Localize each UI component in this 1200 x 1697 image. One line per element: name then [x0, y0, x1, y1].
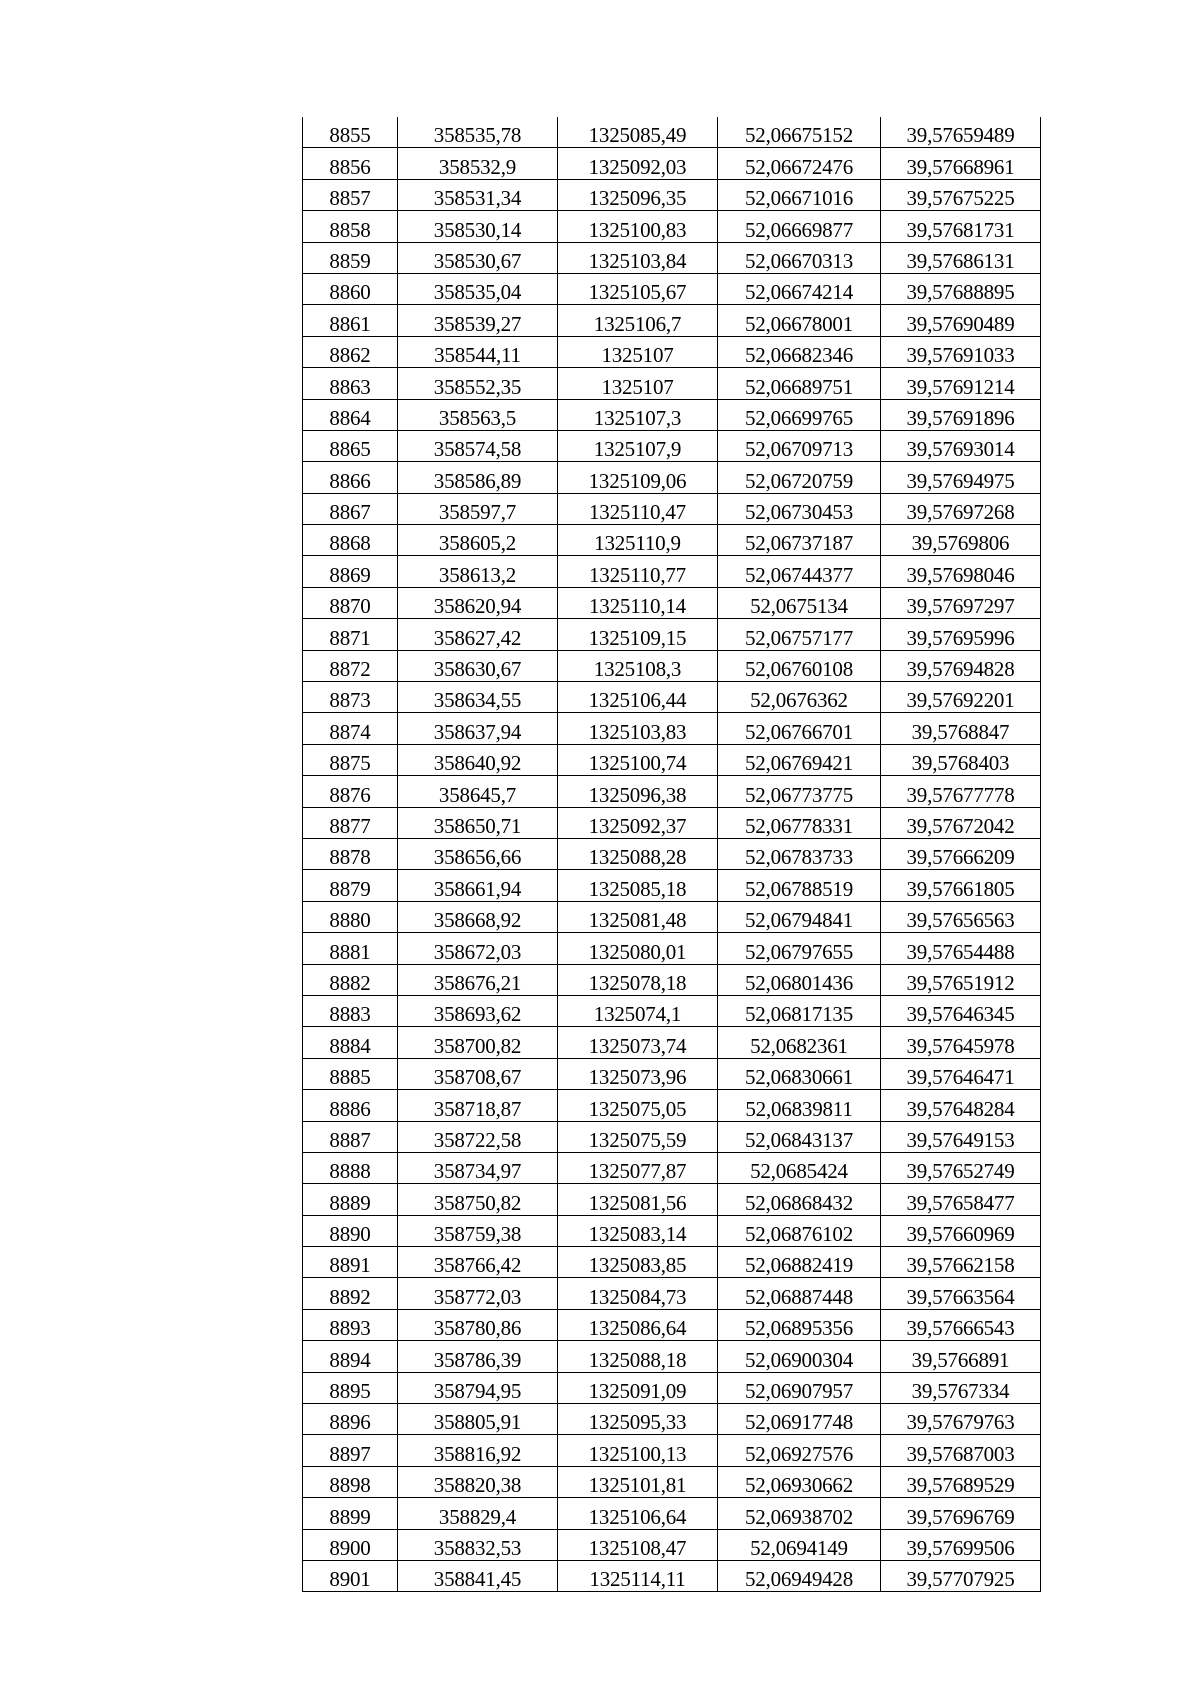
x-coordinate-cell: 358535,78	[398, 117, 558, 148]
table-row	[303, 211, 1041, 242]
point-number-cell: 8863	[303, 368, 398, 399]
longitude-cell: 39,57697268	[881, 493, 1041, 524]
point-number-cell: 8870	[303, 587, 398, 618]
y-coordinate-cell: 1325100,83	[558, 211, 718, 242]
latitude-cell: 52,06678001	[718, 305, 881, 336]
point-number-cell: 8880	[303, 901, 398, 932]
x-coordinate-cell: 358645,7	[398, 776, 558, 807]
latitude-cell: 52,06797655	[718, 933, 881, 964]
latitude-cell: 52,06917748	[718, 1404, 881, 1435]
coordinate-table-page	[302, 117, 1040, 1592]
latitude-cell: 52,06744377	[718, 556, 881, 587]
latitude-cell: 52,06927576	[718, 1435, 881, 1466]
y-coordinate-cell: 1325100,13	[558, 1435, 718, 1466]
latitude-cell: 52,06720759	[718, 462, 881, 493]
x-coordinate-cell: 358535,04	[398, 273, 558, 304]
point-number-cell: 8882	[303, 964, 398, 995]
longitude-cell: 39,57693014	[881, 430, 1041, 461]
latitude-cell: 52,06949428	[718, 1560, 881, 1591]
x-coordinate-cell: 358637,94	[398, 713, 558, 744]
table-row	[303, 148, 1041, 179]
table-row	[303, 650, 1041, 681]
point-number-cell: 8894	[303, 1341, 398, 1372]
longitude-cell: 39,57686131	[881, 242, 1041, 273]
y-coordinate-cell: 1325086,64	[558, 1309, 718, 1340]
longitude-cell: 39,57672042	[881, 807, 1041, 838]
y-coordinate-cell: 1325091,09	[558, 1372, 718, 1403]
y-coordinate-cell: 1325078,18	[558, 964, 718, 995]
latitude-cell: 52,06783733	[718, 838, 881, 869]
point-number-cell: 8899	[303, 1498, 398, 1529]
latitude-cell: 52,06938702	[718, 1498, 881, 1529]
table-row	[303, 1498, 1041, 1529]
point-number-cell: 8885	[303, 1058, 398, 1089]
longitude-cell: 39,57681731	[881, 211, 1041, 242]
x-coordinate-cell: 358605,2	[398, 525, 558, 556]
longitude-cell: 39,57675225	[881, 179, 1041, 210]
longitude-cell: 39,57679763	[881, 1404, 1041, 1435]
longitude-cell: 39,57687003	[881, 1435, 1041, 1466]
latitude-cell: 52,06760108	[718, 650, 881, 681]
y-coordinate-cell: 1325092,03	[558, 148, 718, 179]
longitude-cell: 39,57652749	[881, 1152, 1041, 1183]
latitude-cell: 52,06699765	[718, 399, 881, 430]
point-number-cell: 8888	[303, 1152, 398, 1183]
point-number-cell: 8861	[303, 305, 398, 336]
longitude-cell: 39,5767334	[881, 1372, 1041, 1403]
x-coordinate-cell: 358766,42	[398, 1247, 558, 1278]
longitude-cell: 39,57646345	[881, 995, 1041, 1026]
latitude-cell: 52,06709713	[718, 430, 881, 461]
longitude-cell: 39,5769806	[881, 525, 1041, 556]
point-number-cell: 8884	[303, 1027, 398, 1058]
y-coordinate-cell: 1325110,77	[558, 556, 718, 587]
latitude-cell: 52,06882419	[718, 1247, 881, 1278]
latitude-cell: 52,0676362	[718, 682, 881, 713]
table-row	[303, 399, 1041, 430]
longitude-cell: 39,57659489	[881, 117, 1041, 148]
point-number-cell: 8893	[303, 1309, 398, 1340]
table-row	[303, 1529, 1041, 1560]
longitude-cell: 39,57666543	[881, 1309, 1041, 1340]
longitude-cell: 39,57661805	[881, 870, 1041, 901]
table-row	[303, 807, 1041, 838]
x-coordinate-cell: 358627,42	[398, 619, 558, 650]
table-row	[303, 1247, 1041, 1278]
x-coordinate-cell: 358563,5	[398, 399, 558, 430]
longitude-cell: 39,57698046	[881, 556, 1041, 587]
longitude-cell: 39,57697297	[881, 587, 1041, 618]
latitude-cell: 52,06868432	[718, 1184, 881, 1215]
x-coordinate-cell: 358552,35	[398, 368, 558, 399]
y-coordinate-cell: 1325106,44	[558, 682, 718, 713]
latitude-cell: 52,06876102	[718, 1215, 881, 1246]
table-row	[303, 430, 1041, 461]
latitude-cell: 52,06839811	[718, 1090, 881, 1121]
latitude-cell: 52,06671016	[718, 179, 881, 210]
point-number-cell: 8872	[303, 650, 398, 681]
table-row	[303, 368, 1041, 399]
y-coordinate-cell: 1325073,74	[558, 1027, 718, 1058]
point-number-cell: 8896	[303, 1404, 398, 1435]
point-number-cell: 8857	[303, 179, 398, 210]
x-coordinate-cell: 358794,95	[398, 1372, 558, 1403]
table-row	[303, 744, 1041, 775]
point-number-cell: 8875	[303, 744, 398, 775]
point-number-cell: 8862	[303, 336, 398, 367]
longitude-cell: 39,57694975	[881, 462, 1041, 493]
latitude-cell: 52,0682361	[718, 1027, 881, 1058]
y-coordinate-cell: 1325085,49	[558, 117, 718, 148]
x-coordinate-cell: 358539,27	[398, 305, 558, 336]
y-coordinate-cell: 1325085,18	[558, 870, 718, 901]
x-coordinate-cell: 358708,67	[398, 1058, 558, 1089]
longitude-cell: 39,57689529	[881, 1466, 1041, 1497]
table-row	[303, 1341, 1041, 1372]
x-coordinate-cell: 358640,92	[398, 744, 558, 775]
latitude-cell: 52,0675134	[718, 587, 881, 618]
point-number-cell: 8878	[303, 838, 398, 869]
point-number-cell: 8877	[303, 807, 398, 838]
table-row	[303, 901, 1041, 932]
x-coordinate-cell: 358630,67	[398, 650, 558, 681]
longitude-cell: 39,57691214	[881, 368, 1041, 399]
x-coordinate-cell: 358650,71	[398, 807, 558, 838]
x-coordinate-cell: 358530,67	[398, 242, 558, 273]
x-coordinate-cell: 358816,92	[398, 1435, 558, 1466]
point-number-cell: 8897	[303, 1435, 398, 1466]
x-coordinate-cell: 358829,4	[398, 1498, 558, 1529]
point-number-cell: 8869	[303, 556, 398, 587]
table-row	[303, 587, 1041, 618]
y-coordinate-cell: 1325105,67	[558, 273, 718, 304]
table-row	[303, 713, 1041, 744]
table-row	[303, 995, 1041, 1026]
x-coordinate-cell: 358734,97	[398, 1152, 558, 1183]
latitude-cell: 52,06675152	[718, 117, 881, 148]
longitude-cell: 39,57654488	[881, 933, 1041, 964]
y-coordinate-cell: 1325100,74	[558, 744, 718, 775]
y-coordinate-cell: 1325109,15	[558, 619, 718, 650]
table-row	[303, 1184, 1041, 1215]
table-row	[303, 1278, 1041, 1309]
longitude-cell: 39,57707925	[881, 1560, 1041, 1591]
table-row	[303, 1560, 1041, 1591]
y-coordinate-cell: 1325103,83	[558, 713, 718, 744]
point-number-cell: 8900	[303, 1529, 398, 1560]
y-coordinate-cell: 1325084,73	[558, 1278, 718, 1309]
table-row	[303, 1466, 1041, 1497]
point-number-cell: 8859	[303, 242, 398, 273]
latitude-cell: 52,06669877	[718, 211, 881, 242]
y-coordinate-cell: 1325083,85	[558, 1247, 718, 1278]
table-row	[303, 619, 1041, 650]
latitude-cell: 52,06830661	[718, 1058, 881, 1089]
x-coordinate-cell: 358672,03	[398, 933, 558, 964]
y-coordinate-cell: 1325109,06	[558, 462, 718, 493]
table-row	[303, 1404, 1041, 1435]
longitude-cell: 39,57691033	[881, 336, 1041, 367]
table-row	[303, 1152, 1041, 1183]
table-row	[303, 1058, 1041, 1089]
latitude-cell: 52,06674214	[718, 273, 881, 304]
x-coordinate-cell: 358634,55	[398, 682, 558, 713]
point-number-cell: 8883	[303, 995, 398, 1026]
longitude-cell: 39,57690489	[881, 305, 1041, 336]
point-number-cell: 8856	[303, 148, 398, 179]
longitude-cell: 39,57691896	[881, 399, 1041, 430]
table-row	[303, 776, 1041, 807]
latitude-cell: 52,06757177	[718, 619, 881, 650]
point-number-cell: 8891	[303, 1247, 398, 1278]
latitude-cell: 52,06670313	[718, 242, 881, 273]
longitude-cell: 39,57663564	[881, 1278, 1041, 1309]
latitude-cell: 52,06730453	[718, 493, 881, 524]
latitude-cell: 52,06907957	[718, 1372, 881, 1403]
point-number-cell: 8876	[303, 776, 398, 807]
longitude-cell: 39,57651912	[881, 964, 1041, 995]
x-coordinate-cell: 358780,86	[398, 1309, 558, 1340]
x-coordinate-cell: 358772,03	[398, 1278, 558, 1309]
y-coordinate-cell: 1325096,35	[558, 179, 718, 210]
y-coordinate-cell: 1325096,38	[558, 776, 718, 807]
latitude-cell: 52,06672476	[718, 148, 881, 179]
latitude-cell: 52,0685424	[718, 1152, 881, 1183]
y-coordinate-cell: 1325107	[558, 336, 718, 367]
point-number-cell: 8867	[303, 493, 398, 524]
coordinate-table	[302, 117, 1041, 1592]
y-coordinate-cell: 1325083,14	[558, 1215, 718, 1246]
y-coordinate-cell: 1325101,81	[558, 1466, 718, 1497]
y-coordinate-cell: 1325075,05	[558, 1090, 718, 1121]
x-coordinate-cell: 358750,82	[398, 1184, 558, 1215]
longitude-cell: 39,57658477	[881, 1184, 1041, 1215]
point-number-cell: 8871	[303, 619, 398, 650]
y-coordinate-cell: 1325088,18	[558, 1341, 718, 1372]
point-number-cell: 8890	[303, 1215, 398, 1246]
table-row	[303, 179, 1041, 210]
latitude-cell: 52,06817135	[718, 995, 881, 1026]
point-number-cell: 8865	[303, 430, 398, 461]
y-coordinate-cell: 1325074,1	[558, 995, 718, 1026]
latitude-cell: 52,06773775	[718, 776, 881, 807]
y-coordinate-cell: 1325075,59	[558, 1121, 718, 1152]
point-number-cell: 8855	[303, 117, 398, 148]
longitude-cell: 39,57692201	[881, 682, 1041, 713]
point-number-cell: 8887	[303, 1121, 398, 1152]
latitude-cell: 52,06895356	[718, 1309, 881, 1340]
x-coordinate-cell: 358832,53	[398, 1529, 558, 1560]
latitude-cell: 52,06682346	[718, 336, 881, 367]
x-coordinate-cell: 358532,9	[398, 148, 558, 179]
point-number-cell: 8895	[303, 1372, 398, 1403]
longitude-cell: 39,57677778	[881, 776, 1041, 807]
y-coordinate-cell: 1325081,48	[558, 901, 718, 932]
latitude-cell: 52,06887448	[718, 1278, 881, 1309]
latitude-cell: 52,06788519	[718, 870, 881, 901]
y-coordinate-cell: 1325110,14	[558, 587, 718, 618]
longitude-cell: 39,57688895	[881, 273, 1041, 304]
table-row	[303, 838, 1041, 869]
x-coordinate-cell: 358531,34	[398, 179, 558, 210]
point-number-cell: 8860	[303, 273, 398, 304]
x-coordinate-cell: 358620,94	[398, 587, 558, 618]
latitude-cell: 52,06778331	[718, 807, 881, 838]
y-coordinate-cell: 1325108,47	[558, 1529, 718, 1560]
point-number-cell: 8881	[303, 933, 398, 964]
longitude-cell: 39,57699506	[881, 1529, 1041, 1560]
y-coordinate-cell: 1325088,28	[558, 838, 718, 869]
point-number-cell: 8889	[303, 1184, 398, 1215]
y-coordinate-cell: 1325077,87	[558, 1152, 718, 1183]
y-coordinate-cell: 1325081,56	[558, 1184, 718, 1215]
y-coordinate-cell: 1325080,01	[558, 933, 718, 964]
x-coordinate-cell: 358676,21	[398, 964, 558, 995]
longitude-cell: 39,5766891	[881, 1341, 1041, 1372]
longitude-cell: 39,57648284	[881, 1090, 1041, 1121]
table-row	[303, 1372, 1041, 1403]
latitude-cell: 52,06900304	[718, 1341, 881, 1372]
table-row	[303, 273, 1041, 304]
point-number-cell: 8868	[303, 525, 398, 556]
x-coordinate-cell: 358786,39	[398, 1341, 558, 1372]
latitude-cell: 52,06737187	[718, 525, 881, 556]
latitude-cell: 52,06801436	[718, 964, 881, 995]
table-row	[303, 305, 1041, 336]
longitude-cell: 39,57694828	[881, 650, 1041, 681]
point-number-cell: 8864	[303, 399, 398, 430]
point-number-cell: 8858	[303, 211, 398, 242]
longitude-cell: 39,57666209	[881, 838, 1041, 869]
table-row	[303, 493, 1041, 524]
y-coordinate-cell: 1325106,64	[558, 1498, 718, 1529]
y-coordinate-cell: 1325107,9	[558, 430, 718, 461]
longitude-cell: 39,5768403	[881, 744, 1041, 775]
y-coordinate-cell: 1325110,9	[558, 525, 718, 556]
latitude-cell: 52,06766701	[718, 713, 881, 744]
y-coordinate-cell: 1325107,3	[558, 399, 718, 430]
y-coordinate-cell: 1325110,47	[558, 493, 718, 524]
point-number-cell: 8892	[303, 1278, 398, 1309]
longitude-cell: 39,57660969	[881, 1215, 1041, 1246]
longitude-cell: 39,57695996	[881, 619, 1041, 650]
x-coordinate-cell: 358544,11	[398, 336, 558, 367]
table-row	[303, 1309, 1041, 1340]
x-coordinate-cell: 358722,58	[398, 1121, 558, 1152]
y-coordinate-cell: 1325108,3	[558, 650, 718, 681]
x-coordinate-cell: 358530,14	[398, 211, 558, 242]
x-coordinate-cell: 358656,66	[398, 838, 558, 869]
x-coordinate-cell: 358759,38	[398, 1215, 558, 1246]
table-row	[303, 336, 1041, 367]
table-row	[303, 1027, 1041, 1058]
latitude-cell: 52,06843137	[718, 1121, 881, 1152]
table-row	[303, 242, 1041, 273]
point-number-cell: 8901	[303, 1560, 398, 1591]
y-coordinate-cell: 1325095,33	[558, 1404, 718, 1435]
x-coordinate-cell: 358718,87	[398, 1090, 558, 1121]
longitude-cell: 39,57645978	[881, 1027, 1041, 1058]
longitude-cell: 39,5768847	[881, 713, 1041, 744]
x-coordinate-cell: 358661,94	[398, 870, 558, 901]
point-number-cell: 8886	[303, 1090, 398, 1121]
y-coordinate-cell: 1325092,37	[558, 807, 718, 838]
table-row	[303, 870, 1041, 901]
longitude-cell: 39,57696769	[881, 1498, 1041, 1529]
table-row	[303, 1121, 1041, 1152]
table-row	[303, 1435, 1041, 1466]
x-coordinate-cell: 358586,89	[398, 462, 558, 493]
longitude-cell: 39,57656563	[881, 901, 1041, 932]
y-coordinate-cell: 1325073,96	[558, 1058, 718, 1089]
x-coordinate-cell: 358820,38	[398, 1466, 558, 1497]
point-number-cell: 8898	[303, 1466, 398, 1497]
point-number-cell: 8874	[303, 713, 398, 744]
latitude-cell: 52,06689751	[718, 368, 881, 399]
latitude-cell: 52,0694149	[718, 1529, 881, 1560]
table-row	[303, 556, 1041, 587]
y-coordinate-cell: 1325107	[558, 368, 718, 399]
table-row	[303, 1215, 1041, 1246]
table-row	[303, 964, 1041, 995]
latitude-cell: 52,06769421	[718, 744, 881, 775]
coordinate-table-body	[303, 117, 1041, 1592]
point-number-cell: 8879	[303, 870, 398, 901]
x-coordinate-cell: 358574,58	[398, 430, 558, 461]
y-coordinate-cell: 1325106,7	[558, 305, 718, 336]
y-coordinate-cell: 1325114,11	[558, 1560, 718, 1591]
longitude-cell: 39,57649153	[881, 1121, 1041, 1152]
longitude-cell: 39,57662158	[881, 1247, 1041, 1278]
latitude-cell: 52,06794841	[718, 901, 881, 932]
latitude-cell: 52,06930662	[718, 1466, 881, 1497]
table-row	[303, 462, 1041, 493]
table-row	[303, 682, 1041, 713]
point-number-cell: 8873	[303, 682, 398, 713]
x-coordinate-cell: 358841,45	[398, 1560, 558, 1591]
x-coordinate-cell: 358693,62	[398, 995, 558, 1026]
point-number-cell: 8866	[303, 462, 398, 493]
table-row	[303, 1090, 1041, 1121]
x-coordinate-cell: 358613,2	[398, 556, 558, 587]
table-row	[303, 933, 1041, 964]
longitude-cell: 39,57668961	[881, 148, 1041, 179]
table-row	[303, 117, 1041, 148]
x-coordinate-cell: 358597,7	[398, 493, 558, 524]
x-coordinate-cell: 358805,91	[398, 1404, 558, 1435]
x-coordinate-cell: 358700,82	[398, 1027, 558, 1058]
table-row	[303, 525, 1041, 556]
longitude-cell: 39,57646471	[881, 1058, 1041, 1089]
y-coordinate-cell: 1325103,84	[558, 242, 718, 273]
x-coordinate-cell: 358668,92	[398, 901, 558, 932]
